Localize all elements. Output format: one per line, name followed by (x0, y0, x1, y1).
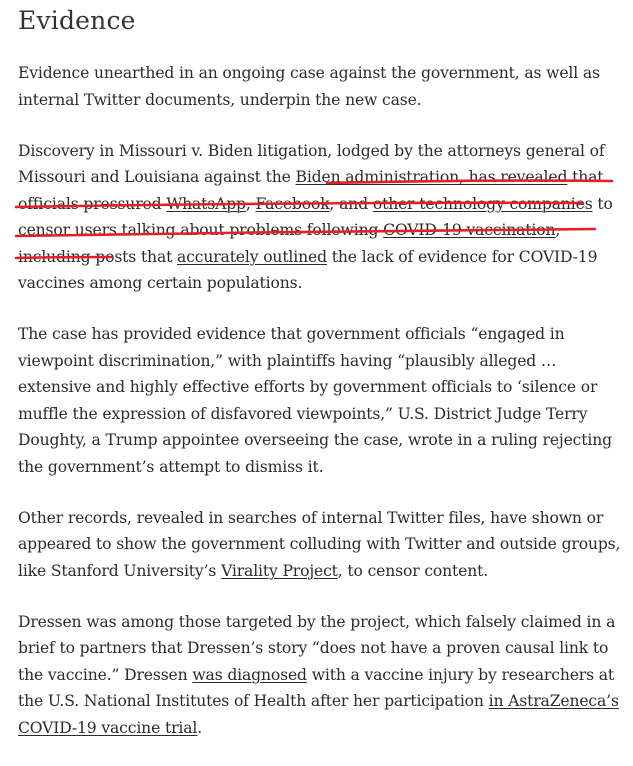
text-run: , including posts that (18, 221, 561, 266)
text-run: Dressen was among those targeted by the project, which falsely claimed in a brief to partners that Dressen’s story “does not have a proven causal link to the vaccine.” Dressen (18, 612, 616, 684)
paragraph-ruling: The case has provided evidence that government officials “engaged in viewpoint discrimination,” with plaintiffs having “plausibly alleged … extensive and highly effective efforts by government officials to ‘silence or muffle the expression of disfavored viewpoints,” U.S. District Judge Terry Doughty, a Trump appointee overseeing the case, wrote in a ruling rejecting the government’s attempt to dismiss it. (18, 325, 612, 476)
article-body (18, 4, 622, 766)
paragraph-intro: Evidence unearthed in an ongoing case against the government, as well as internal Twitter documents, underpin the new case. (18, 64, 600, 109)
text-run: the lack of evidence for COVID-19 vaccines among certain populations. (18, 247, 598, 292)
text-run: to censor users talking about problems following (18, 194, 613, 239)
link-astrazeneca-trial[interactable]: in AstraZeneca’s COVID-19 vaccine trial (18, 692, 619, 737)
text-run: . (197, 718, 203, 737)
text-run: with a vaccine injury by researchers at the U.S. National Institutes of Health after her participation (18, 665, 615, 710)
section-heading: Evidence (18, 6, 136, 35)
text-run: that officials pressured (18, 168, 604, 213)
text-run: Discovery in Missouri v. Biden litigation, lodged by the attorneys general of Missouri and Louisiana against the (18, 141, 605, 186)
link-biden-administration[interactable]: Biden administration, has revealed (295, 168, 568, 186)
link-whatsapp[interactable]: WhatsApp (166, 194, 246, 213)
link-other-technology-companies[interactable]: other technology companies (372, 194, 593, 213)
link-covid-vaccination[interactable]: COVID-19 vaccination (383, 221, 556, 239)
text-run: , and (329, 194, 373, 213)
link-accurately-outlined[interactable]: accurately outlined (177, 247, 327, 266)
link-facebook[interactable]: Facebook (255, 194, 330, 213)
paragraph-discovery (18, 138, 622, 297)
paragraph-twitter-files (18, 505, 622, 585)
text-run: Other records, revealed in searches of internal Twitter files, have shown or appeared to show the government colluding with Twitter and outside groups, like Stanford University’s (18, 508, 621, 580)
link-was-diagnosed[interactable]: was diagnosed (192, 665, 307, 684)
link-virality-project[interactable]: Virality Project (221, 561, 338, 580)
text-run: , to censor content. (337, 561, 489, 580)
text-run: , (245, 194, 256, 213)
paragraph-dressen (18, 609, 622, 742)
